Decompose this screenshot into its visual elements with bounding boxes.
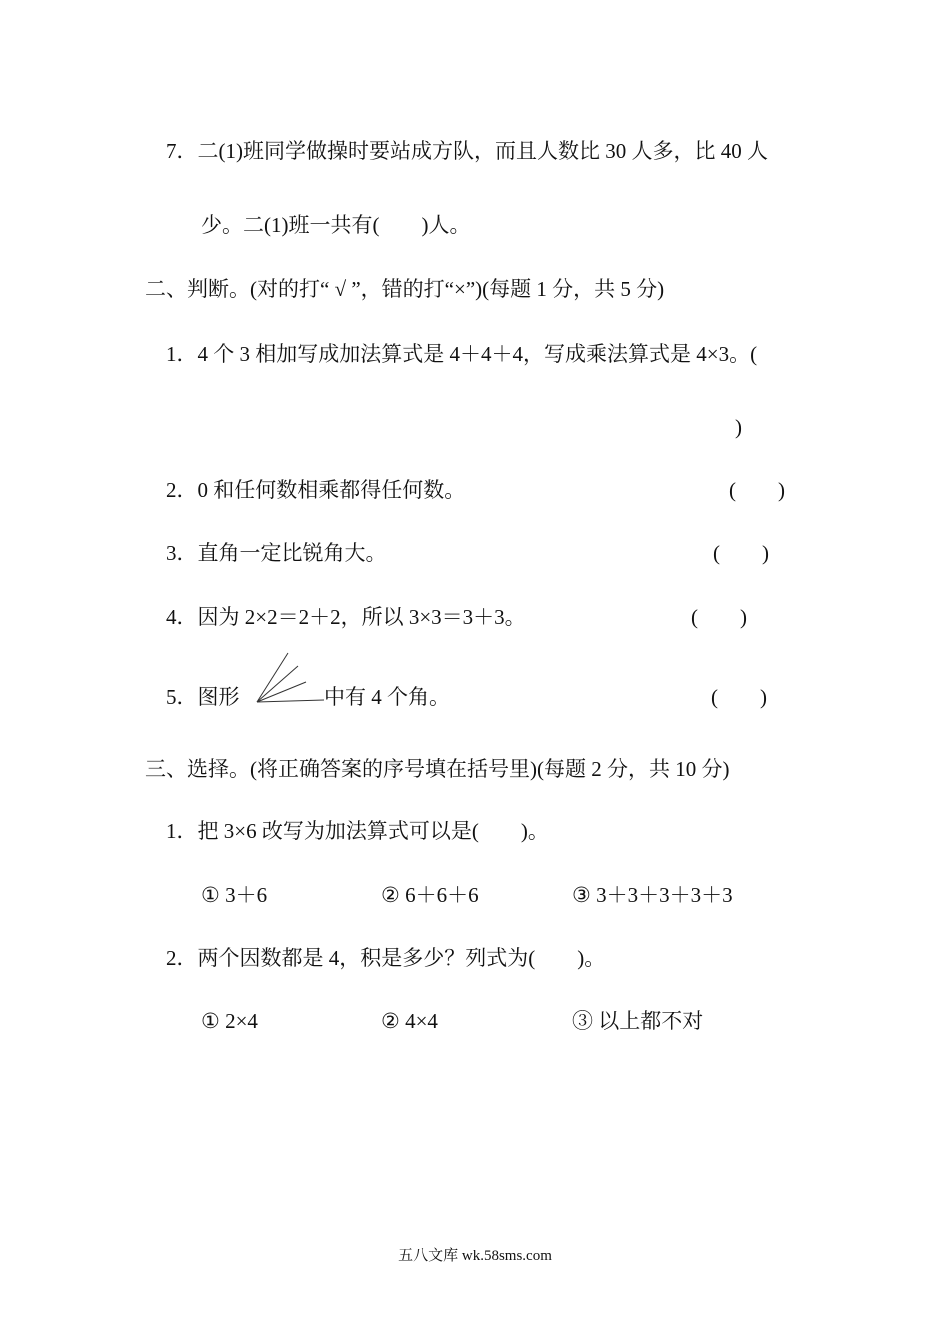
ray-1: [257, 700, 324, 702]
choice-q2: 2．两个因数都是 4，积是多少？列式为( )。: [166, 946, 606, 970]
ray-3: [257, 666, 298, 702]
section3-heading: 三、选择。(将正确答案的序号填在括号里)(每题 2 分，共 10 分): [145, 757, 730, 781]
angle-figure: [254, 650, 326, 706]
choice-q1-option-3[interactable]: ③ 3＋3＋3＋3＋3: [572, 883, 733, 907]
q7-line2: 少。二(1)班一共有( )人。: [201, 213, 471, 237]
judge-q4: 4．因为 2×2＝2＋2，所以 3×3＝3＋3。: [166, 605, 526, 629]
judge-q4-paren[interactable]: ( ): [691, 605, 747, 629]
footer-watermark: 五八文库 wk.58sms.com: [398, 1248, 552, 1264]
judge-q1-close: ): [735, 415, 742, 439]
choice-q1: 1．把 3×6 改写为加法算式可以是( )。: [166, 819, 549, 843]
judge-q1: 1．4 个 3 相加写成加法算式是 4＋4＋4，写成乘法算式是 4×3。(: [166, 342, 758, 366]
ray-2: [257, 682, 306, 702]
choice-q2-option-1[interactable]: ① 2×4: [201, 1009, 258, 1033]
choice-q1-option-2[interactable]: ② 6＋6＋6: [381, 883, 479, 907]
q7-line1: 7．二(1)班同学做操时要站成方队，而且人数比 30 人多，比 40 人: [166, 139, 768, 163]
judge-q3-paren[interactable]: ( ): [713, 541, 769, 565]
judge-q5-paren[interactable]: ( ): [711, 685, 767, 709]
ray-4: [257, 653, 288, 702]
choice-q2-option-2[interactable]: ② 4×4: [381, 1009, 438, 1033]
choice-q2-option-3[interactable]: ③ 以上都不对: [572, 1009, 704, 1033]
judge-q2: 2．0 和任何数相乘都得任何数。: [166, 478, 466, 502]
choice-q1-option-1[interactable]: ① 3＋6: [201, 883, 268, 907]
judge-q3: 3．直角一定比锐角大。: [166, 541, 387, 565]
judge-q5-prefix: 5．图形: [166, 685, 240, 709]
judge-q5-suffix: 中有 4 个角。: [324, 685, 450, 709]
judge-q2-paren[interactable]: ( ): [729, 478, 785, 502]
section2-heading: 二、判断。(对的打“ √ ”，错的打“×”)(每题 1 分，共 5 分): [145, 277, 665, 301]
